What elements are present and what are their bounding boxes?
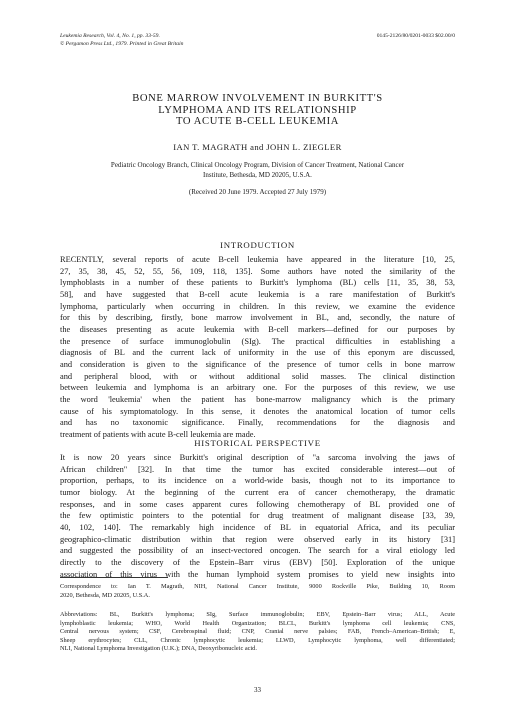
text-line: geographico-climatic distribution within that region were observed early in its history [31]: [60, 534, 455, 544]
text-line: responses, and in some cases apparent cures following chemotherapy of BL provided one of: [60, 499, 455, 509]
text-line: and has no taxonomic significance. Finally, recommendations for the diagnosis and: [60, 418, 455, 428]
text-line: It is now 20 years since Burkitt's original description of "a sarcoma involving the jaws of: [60, 453, 455, 462]
received-dates: (Received 20 June 1979. Accepted 27 July 1979): [188, 188, 327, 196]
copyright-line: © Pergamon Press Ltd., 1979. Printed in Great Britain: [60, 40, 184, 47]
text-line: the presence of surface immunoglobulin (SIg). The practical difficulties in establishing a: [60, 336, 455, 346]
journal-citation-line: Leukemia Research, Vol. 4, No. 1, pp. 33-59.: [60, 33, 160, 39]
text-line: the word 'leukemia' when the patient has bone-marrow malignancy which is the primary: [60, 394, 455, 404]
introduction-text: [60, 254, 455, 441]
footnote-line: lymphoblastic leukemia; WHO, World Health Organization; BLCL, Burkitt's lymphoma cell leukemia; CNS,: [60, 619, 455, 627]
text-line: diagnosis of BL and the current lack of uniformity in the use of this eponym are discussed,: [60, 348, 455, 358]
text-line: and peripheral blood, with or without additional solid masses. The clinical distinction: [60, 371, 455, 381]
footnote-line: Sheep erythrocytes; CLL, Chronic lymphocytic leukemia; LLWD, Lymphocytic lymphoma, well differentiated;: [60, 636, 455, 644]
affiliation-line: Pediatric Oncology Branch, Clinical Oncology Program, Division of Cancer Treatment, National Cancer: [110, 161, 405, 169]
footnote-line: Central nervous system; CSF, Cerebrospinal fluid; CNP, Cranial nerve palsies; FAB, French–American–British; E,: [60, 628, 455, 635]
text-line: association of this virus with the human lymphoid system promises to yield new insights into: [60, 569, 455, 579]
historical-text: [60, 452, 455, 580]
footnote-line: Correspondence to: Ian T. Magrath, NIH, National Cancer Institute, 9000 Rockville Pike, Building 10, Room: [60, 583, 455, 590]
text-line: African children" [32]. In that time the tumor has excited considerable interest—out of: [60, 464, 455, 474]
footnote-line: 2020, Bethesda, MD 20205, U.S.A.: [60, 591, 150, 599]
text-line: proportion, perhaps, to its incidence on a world-wide basis, though not to its importance to: [60, 476, 455, 486]
title-line: LYMPHOMA AND ITS RELATIONSHIP: [158, 104, 357, 116]
text-line: for this by describing, firstly, bone marrow involvement in BL, and, secondly, the nature of: [60, 313, 455, 323]
text-line: the few optimistic pointers to the potential for drug treatment of malignant disease [33, 39,: [60, 511, 455, 521]
text-line: lymphoma, particularly when occurring in children. In this review, we examine the evidence: [60, 301, 455, 311]
article-code: 0145-2126/80/0201-0033 $02.00/0: [376, 33, 455, 39]
footnote-line: Abbreviations: BL, Burkitt's lymphoma; SIg, Surface immunoglobulin; EBV, Epstein–Barr virus; ALL, Acute: [60, 611, 455, 618]
authors: IAN T. MAGRATH and JOHN L. ZIEGLER: [173, 142, 342, 152]
article-title: [60, 93, 455, 128]
text-line: 27, 35, 38, 45, 52, 55, 56, 109, 118, 135]. Some authors have noted the similarity of the: [60, 266, 455, 276]
footnote-rule: [60, 577, 168, 578]
text-line: and consideration is given to the significance of the presence of tumor cells in bone marrow: [60, 359, 455, 369]
text-line: 40, 102, 140]. The remarkably high incidence of BL in equatorial Africa, and its peculiar: [60, 522, 455, 532]
page-number: 33: [254, 686, 261, 694]
text-line: between leukemia and lymphoma is an arbitrary one. For the purposes of this review, we use: [60, 383, 455, 393]
text-line: RECENTLY, several reports of acute B-cell leukemia have appeared in the literature [10, 25,: [60, 255, 455, 264]
affiliation-line: Institute, Bethesda, MD 20205, U.S.A.: [203, 170, 312, 179]
text-line: 58], and have suggested that B-cell acute leukemia is a rare manifestation of Burkitt's: [60, 289, 455, 299]
affiliation: [60, 161, 455, 180]
abbreviations-note: [60, 611, 455, 654]
section-heading-historical: HISTORICAL PERSPECTIVE: [194, 438, 321, 448]
text-line: the diseases presenting as acute leukemia with B-cell markers—defined for our purposes by: [60, 324, 455, 334]
title-line: TO ACUTE B-CELL LEUKEMIA: [176, 116, 339, 127]
text-line: directly to the discovery of the Epstein–Barr virus (EBV) [50]. Exploration of the unique: [60, 557, 455, 567]
footnote-line: NLI, National Lymphoma Investigation (U.K.); DNA, Deoxyribonucleic acid.: [60, 645, 257, 652]
text-line: lymphoblasts in a number of these patients to Burkitt's lymphoma (BL) cells [11, 35, 38, 53,: [60, 278, 455, 288]
title-line: BONE MARROW INVOLVEMENT IN BURKITT'S: [132, 93, 383, 104]
journal-citation: [60, 33, 183, 48]
text-line: treatment of patients with acute B-cell leukemia are made.: [60, 429, 256, 439]
section-heading-introduction: INTRODUCTION: [220, 240, 295, 250]
text-line: tumor biology. At the beginning of the current era of cancer chemotherapy, the dramatic: [60, 487, 455, 497]
text-line: cause of his symptomatology. In this sense, it denotes the anatomical location of tumor cells: [60, 406, 455, 416]
correspondence-note: [60, 583, 455, 600]
text-line: and suggested the possibility of an insect-vectored oncogen. The search for a viral etiology led: [60, 546, 455, 556]
